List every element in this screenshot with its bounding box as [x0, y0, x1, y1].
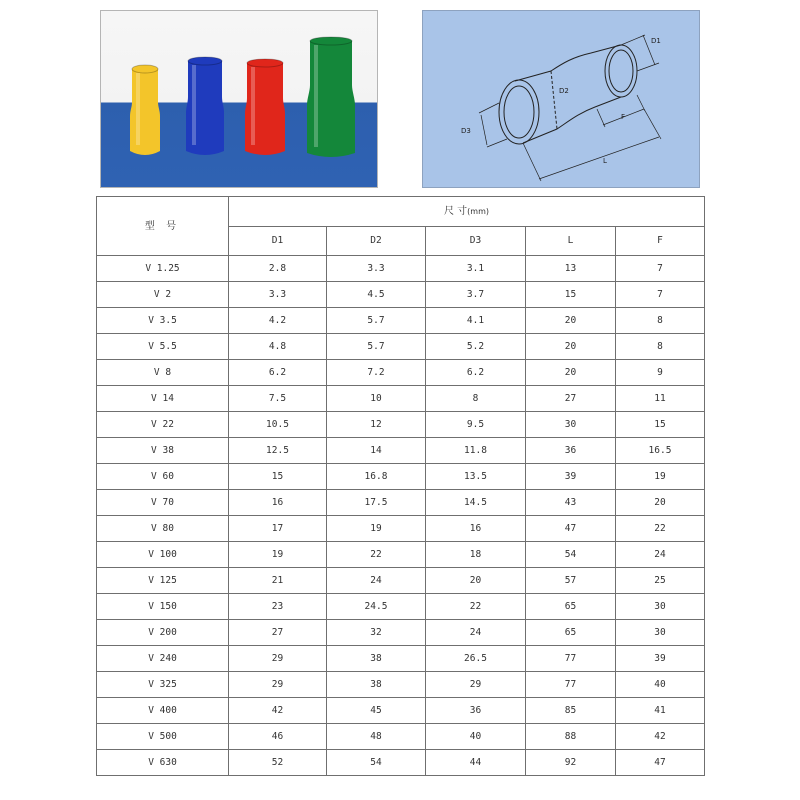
cell-model: V 3.5: [97, 308, 229, 334]
cell-model: V 5.5: [97, 334, 229, 360]
l-ext-left: [523, 143, 541, 181]
cell-d3: 3.7: [426, 282, 526, 308]
header-size-label: 尺 寸: [443, 206, 468, 217]
cell-model: V 400: [97, 698, 229, 724]
label-f: F: [621, 113, 626, 121]
near-rim: [499, 80, 539, 144]
cell-d3: 24: [426, 620, 526, 646]
cell-f: 41: [616, 698, 705, 724]
cell-d2: 12: [327, 412, 426, 438]
cell-d1: 27: [229, 620, 327, 646]
cell-l: 57: [526, 568, 616, 594]
cell-model: V 80: [97, 516, 229, 542]
sleeves-illustration: [101, 11, 378, 188]
blue-sleeve-highlight: [192, 65, 196, 145]
cell-l: 47: [526, 516, 616, 542]
cell-l: 30: [526, 412, 616, 438]
green-sleeve-rim: [310, 37, 352, 45]
table-row: [97, 464, 705, 490]
table-row: [97, 516, 705, 542]
cell-d1: 2.8: [229, 256, 327, 282]
cell-d1: 29: [229, 672, 327, 698]
cell-d1: 4.2: [229, 308, 327, 334]
cell-l: 85: [526, 698, 616, 724]
cell-d2: 24: [327, 568, 426, 594]
cell-d3: 40: [426, 724, 526, 750]
cell-d1: 17: [229, 516, 327, 542]
header-size-unit: (mm): [467, 207, 489, 216]
green-sleeve-highlight: [314, 45, 318, 147]
d3-ext-bottom: [487, 139, 507, 147]
cell-d2: 24.5: [327, 594, 426, 620]
body-bottom-edge: [523, 97, 621, 143]
cell-model: V 1.25: [97, 256, 229, 282]
cell-d3: 36: [426, 698, 526, 724]
cell-f: 39: [616, 646, 705, 672]
cell-d1: 46: [229, 724, 327, 750]
table-row: [97, 698, 705, 724]
yellow-sleeve-rim: [132, 65, 158, 73]
cell-d2: 17.5: [327, 490, 426, 516]
header-l: L: [526, 227, 616, 256]
header-d1: D1: [229, 227, 327, 256]
cell-l: 77: [526, 646, 616, 672]
cell-model: V 125: [97, 568, 229, 594]
cell-d1: 42: [229, 698, 327, 724]
table-row: [97, 438, 705, 464]
cell-d2: 16.8: [327, 464, 426, 490]
cell-f: 47: [616, 750, 705, 776]
table-row: [97, 256, 705, 282]
cell-f: 11: [616, 386, 705, 412]
header-model: 型 号: [97, 197, 229, 256]
header-d2: D2: [327, 227, 426, 256]
cell-l: 13: [526, 256, 616, 282]
cell-d3: 29: [426, 672, 526, 698]
cell-model: V 630: [97, 750, 229, 776]
cell-f: 40: [616, 672, 705, 698]
cell-l: 88: [526, 724, 616, 750]
cell-model: V 8: [97, 360, 229, 386]
spec-table: [96, 196, 705, 776]
cell-l: 43: [526, 490, 616, 516]
cell-model: V 22: [97, 412, 229, 438]
cell-d1: 4.8: [229, 334, 327, 360]
d1-ext-bottom: [637, 63, 659, 71]
cell-d2: 3.3: [327, 256, 426, 282]
cell-l: 20: [526, 360, 616, 386]
table-row: [97, 646, 705, 672]
cell-model: V 70: [97, 490, 229, 516]
header-f: F: [616, 227, 705, 256]
cell-d2: 38: [327, 646, 426, 672]
cell-l: 20: [526, 308, 616, 334]
cell-d1: 3.3: [229, 282, 327, 308]
cell-l: 27: [526, 386, 616, 412]
cell-model: V 200: [97, 620, 229, 646]
sleeve-dimension-drawing: [423, 11, 700, 188]
cell-l: 20: [526, 334, 616, 360]
cell-d3: 22: [426, 594, 526, 620]
table-row: [97, 620, 705, 646]
cell-model: V 60: [97, 464, 229, 490]
cell-d2: 10: [327, 386, 426, 412]
table-row: [97, 282, 705, 308]
cell-f: 30: [616, 594, 705, 620]
far-rim-inner: [609, 50, 633, 92]
cell-d3: 9.5: [426, 412, 526, 438]
yellow-sleeve: [130, 69, 160, 155]
cell-f: 8: [616, 308, 705, 334]
cell-d1: 10.5: [229, 412, 327, 438]
table-row: [97, 672, 705, 698]
cell-d1: 52: [229, 750, 327, 776]
spec-sheet: [96, 4, 704, 800]
table-row: [97, 334, 705, 360]
cell-d2: 7.2: [327, 360, 426, 386]
cell-f: 16.5: [616, 438, 705, 464]
cell-d1: 15: [229, 464, 327, 490]
cell-d3: 5.2: [426, 334, 526, 360]
table-row: [97, 724, 705, 750]
cell-f: 20: [616, 490, 705, 516]
cell-d1: 7.5: [229, 386, 327, 412]
cell-l: 36: [526, 438, 616, 464]
table-row: [97, 386, 705, 412]
table-row: [97, 412, 705, 438]
near-rim-inner: [504, 86, 534, 138]
cell-d3: 44: [426, 750, 526, 776]
cell-f: 9: [616, 360, 705, 386]
header-size: [229, 197, 705, 227]
cell-d1: 19: [229, 542, 327, 568]
header-d3: D3: [426, 227, 526, 256]
label-l: L: [603, 157, 607, 165]
cell-d2: 45: [327, 698, 426, 724]
cell-f: 7: [616, 282, 705, 308]
cell-model: V 38: [97, 438, 229, 464]
cell-f: 30: [616, 620, 705, 646]
d2-line: [551, 71, 557, 129]
cell-model: V 14: [97, 386, 229, 412]
d3-dim-line: [481, 115, 487, 145]
dimension-diagram: [422, 10, 700, 188]
cell-model: V 325: [97, 672, 229, 698]
cell-d2: 4.5: [327, 282, 426, 308]
label-d1: D1: [651, 37, 661, 45]
blue-sleeve: [186, 61, 224, 155]
cell-l: 65: [526, 594, 616, 620]
table-row: [97, 360, 705, 386]
cell-f: 22: [616, 516, 705, 542]
product-photo: [100, 10, 378, 188]
cell-d1: 21: [229, 568, 327, 594]
cell-f: 25: [616, 568, 705, 594]
cell-l: 92: [526, 750, 616, 776]
d1-ext-top: [621, 35, 645, 45]
cell-d2: 48: [327, 724, 426, 750]
cell-d3: 13.5: [426, 464, 526, 490]
cell-d2: 14: [327, 438, 426, 464]
cell-model: V 240: [97, 646, 229, 672]
blue-sleeve-rim: [188, 57, 222, 65]
cell-d3: 4.1: [426, 308, 526, 334]
cell-d2: 5.7: [327, 308, 426, 334]
cell-d2: 32: [327, 620, 426, 646]
red-sleeve-highlight: [251, 67, 255, 145]
cell-d2: 38: [327, 672, 426, 698]
cell-f: 7: [616, 256, 705, 282]
table-row: [97, 594, 705, 620]
cell-d3: 6.2: [426, 360, 526, 386]
l-dim-line: [539, 137, 659, 179]
cell-d3: 3.1: [426, 256, 526, 282]
cell-d2: 5.7: [327, 334, 426, 360]
cell-d3: 11.8: [426, 438, 526, 464]
cell-l: 77: [526, 672, 616, 698]
table-row: [97, 490, 705, 516]
cell-f: 24: [616, 542, 705, 568]
spec-table-body: [97, 256, 705, 776]
cell-l: 65: [526, 620, 616, 646]
header-row-1: [97, 197, 705, 227]
label-d2: D2: [559, 87, 569, 95]
cell-f: 15: [616, 412, 705, 438]
cell-d1: 29: [229, 646, 327, 672]
far-rim: [605, 45, 637, 97]
cell-f: 19: [616, 464, 705, 490]
label-d3: D3: [461, 127, 471, 135]
cell-d3: 8: [426, 386, 526, 412]
cell-model: V 100: [97, 542, 229, 568]
d3-ext-top: [479, 103, 499, 113]
cell-f: 8: [616, 334, 705, 360]
cell-l: 39: [526, 464, 616, 490]
cell-d3: 14.5: [426, 490, 526, 516]
l-ext-right: [644, 109, 661, 139]
cell-d2: 22: [327, 542, 426, 568]
cell-d1: 6.2: [229, 360, 327, 386]
cell-model: V 150: [97, 594, 229, 620]
table-row: [97, 568, 705, 594]
f-ext-right: [637, 95, 645, 111]
table-row: [97, 750, 705, 776]
cell-d3: 20: [426, 568, 526, 594]
cell-model: V 500: [97, 724, 229, 750]
cell-d3: 18: [426, 542, 526, 568]
cell-d2: 19: [327, 516, 426, 542]
cell-d2: 54: [327, 750, 426, 776]
cell-d3: 26.5: [426, 646, 526, 672]
cell-d3: 16: [426, 516, 526, 542]
f-ext-left: [597, 109, 605, 127]
table-row: [97, 308, 705, 334]
cell-d1: 12.5: [229, 438, 327, 464]
red-sleeve-rim: [247, 59, 283, 67]
table-row: [97, 542, 705, 568]
cell-d1: 16: [229, 490, 327, 516]
cell-d1: 23: [229, 594, 327, 620]
yellow-sleeve-highlight: [136, 73, 140, 145]
cell-l: 54: [526, 542, 616, 568]
cell-model: V 2: [97, 282, 229, 308]
cell-l: 15: [526, 282, 616, 308]
cell-f: 42: [616, 724, 705, 750]
